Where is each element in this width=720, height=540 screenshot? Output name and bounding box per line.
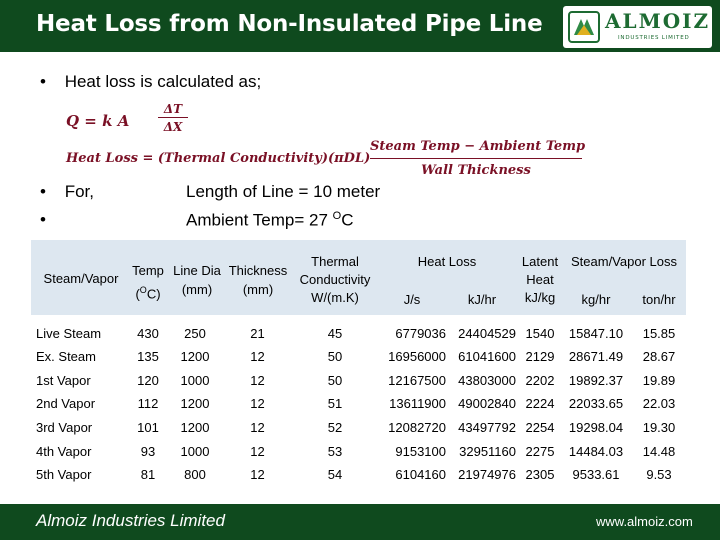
cell-dia: 1200 (180, 420, 210, 435)
cell-name: Ex. Steam (36, 349, 96, 364)
header-tonhr: ton/hr (642, 292, 676, 307)
cell-cond: 51 (327, 396, 343, 411)
header-heat-loss: Heat Loss (417, 254, 477, 269)
cell-temp: 120 (137, 373, 159, 388)
cell-cond: 50 (327, 349, 343, 364)
cell-temp: 93 (140, 444, 156, 459)
cell-dia: 1000 (180, 373, 210, 388)
cell-kjhr: 43497792 (458, 420, 516, 435)
ambient-temp (186, 210, 353, 231)
cell-kjhr: 32951160 (459, 444, 516, 459)
cell-temp: 112 (137, 396, 159, 411)
header-conductivity-2: Conductivity (299, 272, 371, 287)
cell-kjhr: 43803000 (458, 373, 516, 388)
header-js: J/s (403, 292, 421, 307)
cell-tonhr: 15.85 (642, 326, 676, 341)
cell-kghr: 9533.61 (572, 467, 620, 482)
header-temp: Temp (132, 263, 164, 278)
slide-title: Heat Loss from Non-Insulated Pipe Line (36, 11, 543, 37)
title-bar (0, 0, 720, 52)
header-steam-vapor-loss: Steam/Vapor Loss (571, 254, 677, 269)
header-line-dia: Line Dia (173, 263, 221, 278)
cell-js: 16956000 (388, 349, 446, 364)
for-label: For, (64, 182, 94, 201)
cell-tonhr: 19.89 (642, 373, 676, 388)
header-conductivity-1: Thermal (311, 254, 359, 269)
cell-kghr: 14484.03 (568, 444, 624, 459)
cell-cond: 53 (327, 444, 343, 459)
heat-loss-formula-lhs: Heat Loss = (Thermal Conductivity)(πDL) (66, 151, 371, 166)
fourier-law-numerator: ΔT (163, 102, 183, 116)
cell-latent: 2305 (525, 467, 555, 482)
fraction-bar (370, 158, 582, 159)
cell-latent: 2254 (525, 420, 555, 435)
cell-cond: 45 (327, 326, 343, 341)
header-kjhr: kJ/hr (467, 292, 497, 307)
cell-cond: 54 (327, 467, 343, 482)
cell-js: 13611900 (389, 396, 446, 411)
heat-loss-intro: Heat loss is calculated as; (64, 72, 262, 91)
cell-dia: 800 (184, 467, 206, 482)
cell-thickness: 21 (250, 326, 265, 341)
cell-kjhr: 24404529 (458, 326, 516, 341)
header-kghr: kg/hr (581, 292, 611, 307)
degree-super: O (332, 210, 342, 222)
cell-tonhr: 9.53 (646, 467, 672, 482)
cell-kjhr: 21974976 (458, 467, 516, 482)
bullet-1 (40, 72, 261, 92)
header-conductivity-unit: W/(m.K) (311, 290, 359, 305)
header-steam-vapor: Steam/Vapor (43, 271, 119, 286)
cell-kghr: 22033.65 (568, 396, 624, 411)
header-latent-1: Latent (521, 254, 559, 269)
footer-website: www.almoiz.com (596, 514, 693, 529)
heat-loss-denominator: Wall Thickness (421, 163, 531, 178)
cell-dia: 1200 (180, 396, 210, 411)
header-thickness-unit: (mm) (242, 282, 274, 297)
cell-tonhr: 28.67 (642, 349, 676, 364)
fraction-bar (158, 117, 188, 118)
cell-thickness: 12 (250, 349, 265, 364)
cell-thickness: 12 (250, 420, 265, 435)
cell-name: 4th Vapor (36, 444, 92, 459)
company-logo (563, 6, 712, 48)
bullet-marker: • (40, 182, 46, 201)
cell-thickness: 12 (250, 467, 265, 482)
cell-latent: 2129 (525, 349, 555, 364)
cell-thickness: 12 (250, 396, 265, 411)
cell-cond: 52 (327, 420, 343, 435)
ambient-unit: C (341, 210, 354, 230)
logo-subtitle: INDUSTRIES LIMITED (618, 35, 690, 41)
cell-dia: 250 (184, 326, 206, 341)
cell-tonhr: 14.48 (642, 444, 676, 459)
fourier-law-lhs: Q = k A (66, 112, 130, 130)
cell-dia: 1000 (180, 444, 210, 459)
footer-bar (0, 504, 720, 540)
cell-js: 12167500 (388, 373, 446, 388)
cell-tonhr: 22.03 (642, 396, 676, 411)
cell-kjhr: 61041600 (458, 349, 516, 364)
cell-kghr: 15847.10 (568, 326, 624, 341)
fourier-law-denominator: ΔX (163, 120, 183, 134)
cell-name: 5th Vapor (36, 467, 92, 482)
header-line-dia-unit: (mm) (181, 282, 213, 297)
cell-tonhr: 19.30 (642, 420, 676, 435)
header-latent-unit: kJ/kg (524, 290, 556, 305)
almoiz-logo-icon (568, 11, 600, 43)
header-temp-unit: ($^O$C) (135, 285, 161, 302)
cell-kghr: 28671.49 (568, 349, 624, 364)
cell-latent: 2224 (525, 396, 555, 411)
cell-latent: 1540 (525, 326, 555, 341)
cell-name: 2nd Vapor (36, 396, 96, 411)
logo-name: ALMOIZ (605, 9, 711, 33)
cell-thickness: 12 (250, 444, 265, 459)
cell-cond: 50 (327, 373, 343, 388)
length-of-line: Length of Line = 10 meter (186, 182, 381, 201)
cell-temp: 135 (137, 349, 159, 364)
heat-loss-numerator: Steam Temp − Ambient Temp (370, 139, 586, 154)
cell-js: 6104160 (395, 467, 446, 482)
cell-kjhr: 49002840 (458, 396, 516, 411)
cell-name: Live Steam (36, 326, 102, 341)
cell-js: 6779036 (395, 326, 446, 341)
cell-name: 1st Vapor (36, 373, 91, 388)
cell-thickness: 12 (250, 373, 265, 388)
header-thickness: Thickness (228, 263, 288, 278)
cell-dia: 1200 (180, 349, 210, 364)
header-latent-2: Heat (526, 272, 554, 287)
footer-company: Almoiz Industries Limited (36, 511, 225, 530)
bullet-2 (40, 182, 94, 202)
cell-latent: 2275 (525, 444, 555, 459)
bullet-marker: • (40, 72, 46, 91)
cell-js: 12082720 (388, 420, 446, 435)
bullet-marker: • (40, 210, 46, 229)
cell-temp: 81 (140, 467, 156, 482)
cell-js: 9153100 (395, 444, 446, 459)
cell-kghr: 19892.37 (568, 373, 624, 388)
bullet-3 (40, 210, 46, 230)
cell-temp: 430 (137, 326, 159, 341)
ambient-temp-text: Ambient Temp= 27 (186, 210, 333, 230)
cell-temp: 101 (137, 420, 159, 435)
cell-latent: 2202 (525, 373, 555, 388)
cell-kghr: 19298.04 (568, 420, 624, 435)
cell-name: 3rd Vapor (36, 420, 93, 435)
